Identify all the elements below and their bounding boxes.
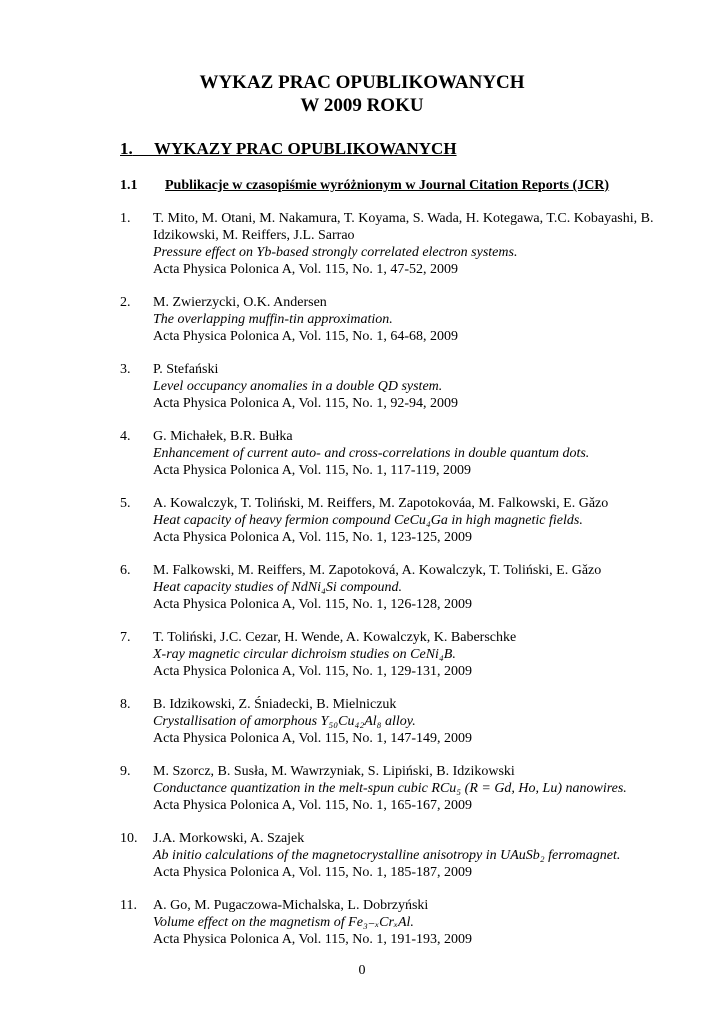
entry-authors: A. Go, M. Pugaczowa-Michalska, L. Dobrzyński [153, 898, 429, 913]
publication-entry [120, 830, 680, 881]
entry-number: 1. [120, 211, 131, 226]
entry-authors: A. Kowalczyk, T. Toliński, M. Reiffers, M. Zapotokováa, M. Falkowski, E. Gǎzo [153, 496, 609, 511]
entry-title: The overlapping muffin-tin approximation. [153, 312, 393, 327]
entry-authors: T. Toliński, J.C. Cezar, H. Wende, A. Kowalczyk, K. Baberschke [153, 630, 517, 645]
publication-entry [120, 897, 680, 948]
entry-number: 2. [120, 295, 131, 310]
entry-source: Acta Physica Polonica A, Vol. 115, No. 1, 64-68, 2009 [153, 329, 459, 344]
subsection-number: 1.1 [120, 178, 138, 193]
section-heading [120, 139, 457, 159]
publication-entry [120, 210, 680, 278]
entry-number: 6. [120, 563, 131, 578]
entry-authors: T. Mito, M. Otani, M. Nakamura, T. Koyama, S. Wada, H. Kotegawa, T.C. Kobayashi, B. Idzikowski, M. Reiffers, J.L. Sarrao [153, 211, 654, 243]
entry-number: 10. [120, 831, 138, 846]
entry-authors: M. Falkowski, M. Reiffers, M. Zapotoková, A. Kowalczyk, T. Toliński, E. Gǎzo [153, 563, 602, 578]
page-title [0, 71, 724, 117]
entry-number: 8. [120, 697, 131, 712]
entry-title: Level occupancy anomalies in a double QD system. [153, 379, 443, 394]
page-title-line-1: WYKAZ PRAC OPUBLIKOWANYCH [199, 72, 525, 93]
publication-entry [120, 629, 680, 680]
entry-source: Acta Physica Polonica A, Vol. 115, No. 1, 47-52, 2009 [153, 262, 459, 277]
entry-title: Ab initio calculations of the magnetocrystalline anisotropy in UAuSb₂ ferromagnet. [153, 848, 621, 863]
publication-entry [120, 495, 680, 546]
entry-title: Crystallisation of amorphous Y₅₀Cu₄₂Al₈ alloy. [153, 714, 416, 729]
entry-number: 9. [120, 764, 131, 779]
entry-number: 11. [120, 898, 137, 913]
publication-entry [120, 696, 680, 747]
entry-source: Acta Physica Polonica A, Vol. 115, No. 1, 129-131, 2009 [153, 664, 473, 679]
entry-source: Acta Physica Polonica A, Vol. 115, No. 1, 92-94, 2009 [153, 396, 459, 411]
entry-source: Acta Physica Polonica A, Vol. 115, No. 1, 117-119, 2009 [153, 463, 471, 478]
entry-source: Acta Physica Polonica A, Vol. 115, No. 1, 147-149, 2009 [153, 731, 473, 746]
entry-authors: B. Idzikowski, Z. Śniadecki, B. Mielniczuk [153, 697, 397, 712]
entry-source: Acta Physica Polonica A, Vol. 115, No. 1, 126-128, 2009 [153, 597, 473, 612]
entry-authors: P. Stefański [153, 362, 219, 377]
entry-authors: G. Michałek, B.R. Bułka [153, 429, 293, 444]
section-label: WYKAZY PRAC OPUBLIKOWANYCH [154, 139, 457, 158]
entry-number: 7. [120, 630, 131, 645]
entry-title: Pressure effect on Yb-based strongly correlated electron systems. [153, 245, 518, 260]
publication-entry [120, 428, 680, 479]
entry-authors: M. Zwierzycki, O.K. Andersen [153, 295, 327, 310]
entry-title: X-ray magnetic circular dichroism studies on CeNi₄B. [153, 647, 456, 662]
entry-title: Enhancement of current auto- and cross-correlations in double quantum dots. [153, 446, 590, 461]
entry-number: 4. [120, 429, 131, 444]
entry-authors: J.A. Morkowski, A. Szajek [153, 831, 305, 846]
subsection-label: Publikacje w czasopiśmie wyróżnionym w Journal Citation Reports (JCR) [165, 178, 610, 193]
entry-source: Acta Physica Polonica A, Vol. 115, No. 1, 165-167, 2009 [153, 798, 473, 813]
entry-title: Conductance quantization in the melt-spun cubic RCu₅ (R = Gd, Ho, Lu) nanowires. [153, 781, 627, 796]
entry-number: 3. [120, 362, 131, 377]
entry-source: Acta Physica Polonica A, Vol. 115, No. 1, 185-187, 2009 [153, 865, 473, 880]
entry-source: Acta Physica Polonica A, Vol. 115, No. 1, 123-125, 2009 [153, 530, 473, 545]
page-number: 0 [358, 963, 366, 978]
entry-source: Acta Physica Polonica A, Vol. 115, No. 1, 191-193, 2009 [153, 932, 473, 947]
publication-entry [120, 562, 680, 613]
section-number: 1. [120, 139, 133, 158]
entry-number: 5. [120, 496, 131, 511]
publication-entry [120, 763, 680, 814]
entry-authors: M. Szorcz, B. Susła, M. Wawrzyniak, S. Lipiński, B. Idzikowski [153, 764, 515, 779]
subsection-heading [120, 177, 609, 195]
publication-entry [120, 294, 680, 345]
page-title-line-2: W 2009 ROKU [300, 95, 424, 116]
entry-title: Volume effect on the magnetism of Fe₃₋ₓCrₓAl. [153, 915, 414, 930]
publication-entry [120, 361, 680, 412]
entry-title: Heat capacity studies of NdNi₄Si compound. [153, 580, 403, 595]
entry-title: Heat capacity of heavy fermion compound CeCu₄Ga in high magnetic fields. [153, 513, 583, 528]
publication-list [120, 210, 680, 964]
